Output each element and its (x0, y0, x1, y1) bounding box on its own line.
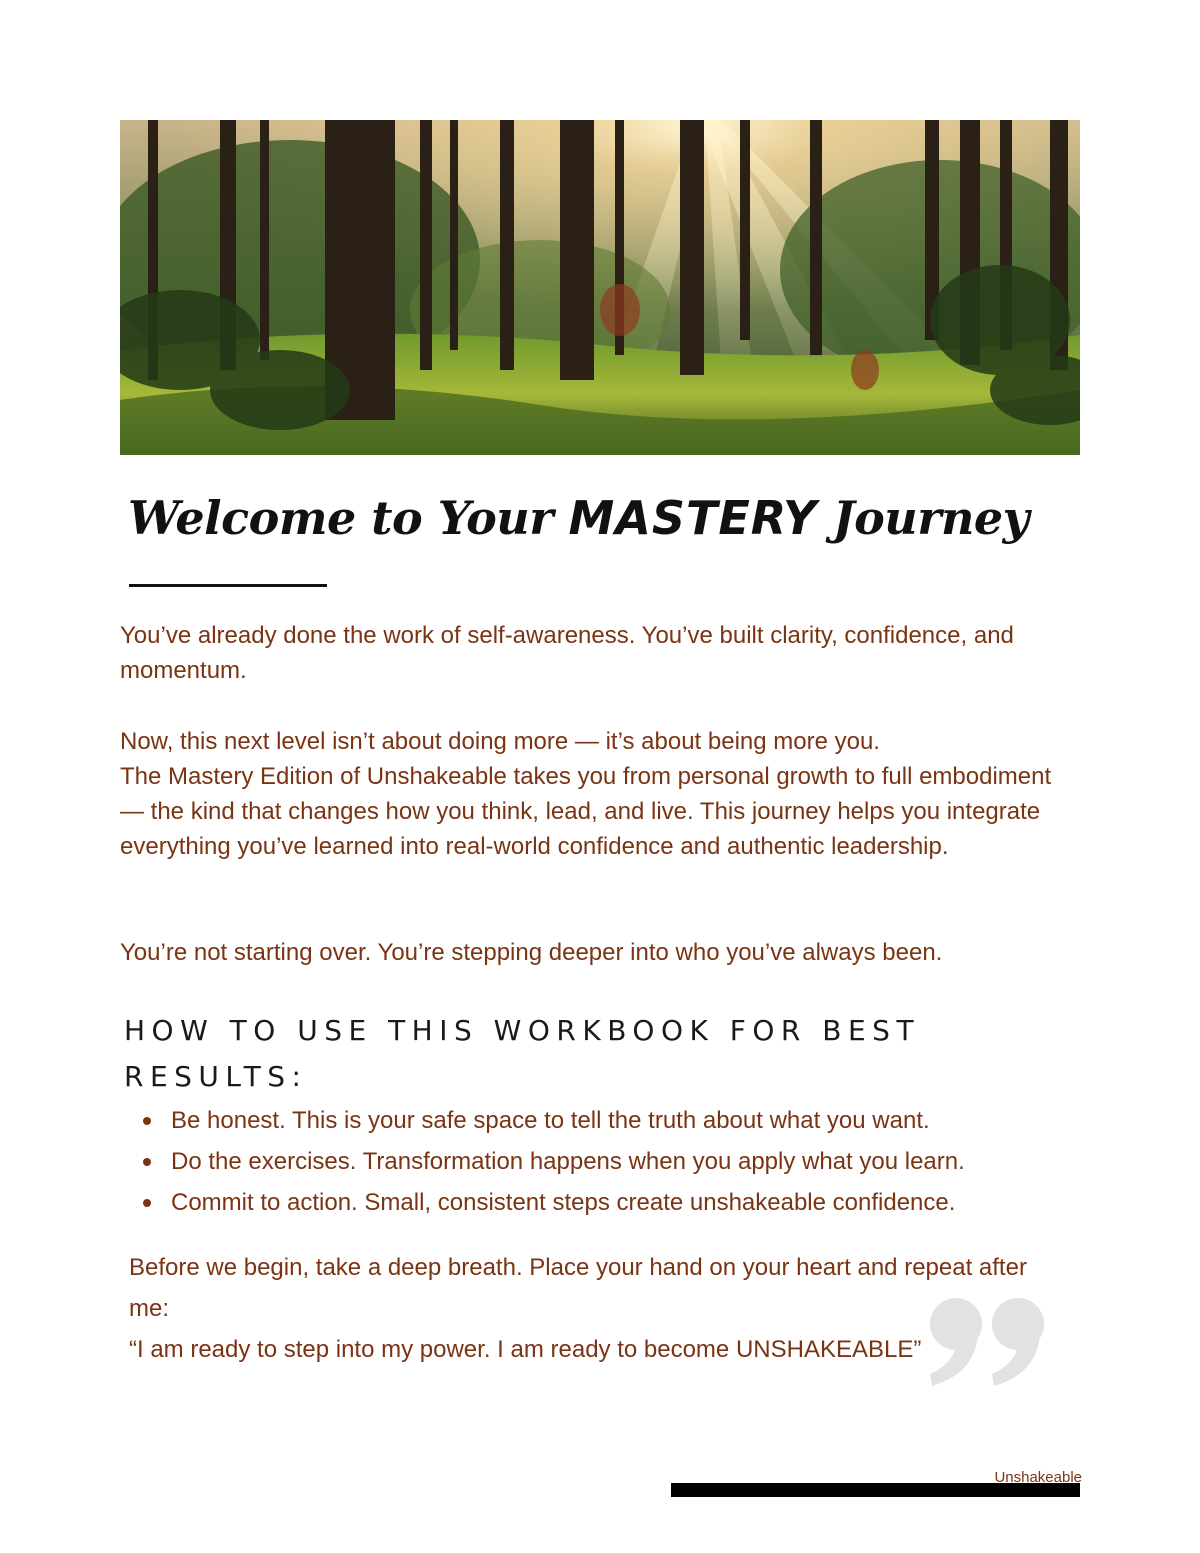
tips-list (120, 1102, 1080, 1225)
list-item (120, 1102, 1080, 1143)
closing-intro: Before we begin, take a deep breath. Place your hand on your heart and repeat after me: (129, 1254, 1027, 1322)
page-title (128, 478, 1028, 558)
title-suffix: Journey (817, 491, 1029, 545)
footer-label: Unshakeable (994, 1469, 1082, 1486)
intro-paragraph-2-line-1: Now, this next level isn’t about doing more — it’s about being more you. (120, 728, 880, 755)
hero-forest-image (120, 120, 1080, 455)
intro-paragraph-1: You’ve already done the work of self-awareness. You’ve built clarity, confidence, and momentum. (120, 622, 1014, 684)
list-item (120, 1143, 1080, 1184)
title-underline-divider (129, 584, 327, 587)
title-accent: MASTERY (568, 491, 818, 545)
bullet-dot-icon (143, 1199, 151, 1207)
bullet-dot-icon (143, 1117, 151, 1125)
closing-affirmation: “I am ready to step into my power. I am ready to become UNSHAKEABLE” (129, 1336, 922, 1363)
title-prefix: Welcome to Your (128, 491, 569, 545)
list-item (120, 1184, 1080, 1225)
intro-paragraph-2-line-2: The Mastery Edition of Unshakeable takes you from personal growth to full embodiment — the kind that changes how you think, lead, and live. This journey helps you integrate everything you’ve learned into real-world confidence and authentic leadership. (120, 763, 1052, 860)
forest-illustration (120, 120, 1080, 455)
how-to-heading: HOW TO USE THIS WORKBOOK FOR BEST RESULTS: (124, 1014, 921, 1093)
intro-paragraph-3: You’re not starting over. You’re stepping deeper into who you’ve always been. (120, 939, 943, 966)
tip-text: Be honest. This is your safe space to tell the truth about what you want. (171, 1107, 930, 1134)
tip-text: Commit to action. Small, consistent steps create unshakeable confidence. (171, 1189, 956, 1216)
tip-text: Do the exercises. Transformation happens when you apply what you learn. (171, 1148, 965, 1175)
bullet-dot-icon (143, 1158, 151, 1166)
closing-text (129, 1247, 1059, 1370)
intro-paragraph-2 (120, 724, 1070, 864)
